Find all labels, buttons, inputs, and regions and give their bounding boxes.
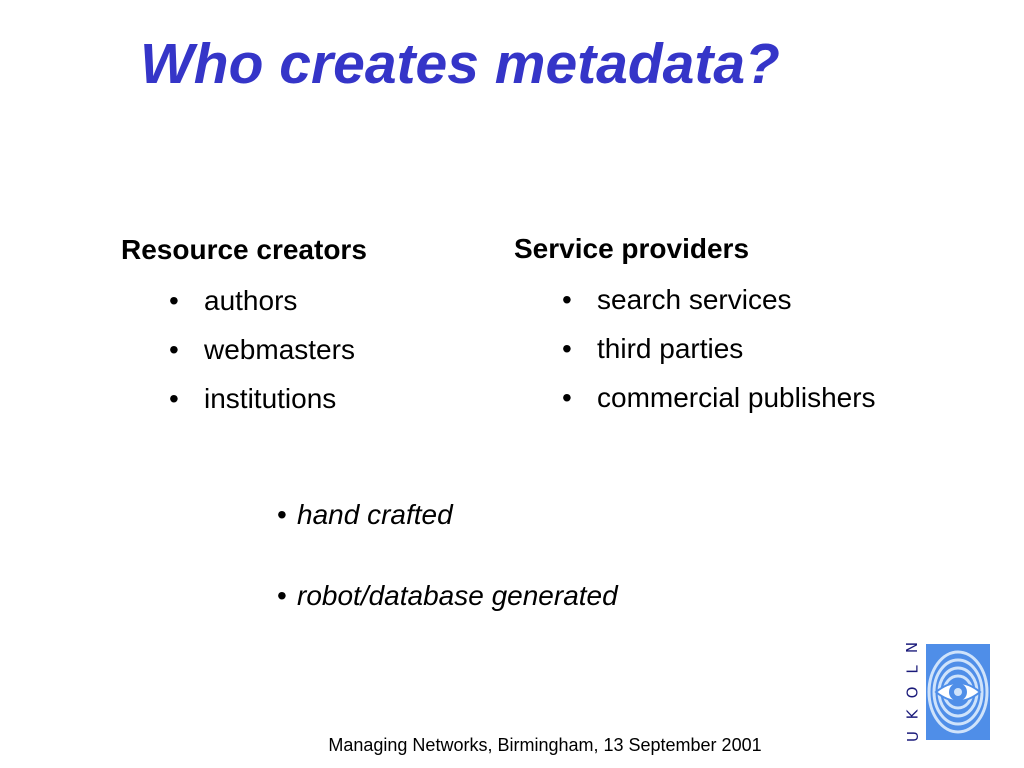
logo-letter: N [903,641,922,654]
method-item [277,495,618,535]
resource-creators-heading: Resource creators [121,234,367,265]
logo-letter: L [903,665,922,674]
bullet: • [169,285,179,316]
method-text: hand crafted [297,499,453,530]
bullet: • [562,382,572,413]
list-item-text: third parties [597,333,744,364]
resource-creators-list [121,276,367,423]
bullet: • [277,499,287,530]
list-item [169,325,367,374]
list-item [169,276,367,325]
logo-wordmark [902,640,924,744]
list-item [169,374,367,423]
list-item [562,373,876,422]
bullet: • [562,284,572,315]
logo-letter: O [903,686,922,698]
list-item-text: institutions [204,383,337,414]
list-item-text: commercial publishers [597,382,876,413]
bullet: • [562,333,572,364]
bullet: • [169,383,179,414]
list-item-text: search services [597,284,792,315]
resource-creators-column [121,230,367,423]
list-item-text: authors [204,285,298,316]
logo-letter: U [903,731,922,742]
ukoln-eye-logo-icon [926,644,990,740]
bullet: • [169,334,179,365]
list-item [562,324,876,373]
method-item [277,576,618,616]
service-providers-list [514,275,876,422]
slide-footer: Managing Networks, Birmingham, 13 September 2001 [328,735,762,755]
slide-title: Who creates metadata? [140,32,780,96]
bullet: • [277,580,287,611]
service-providers-column [514,229,876,422]
list-item [562,275,876,324]
list-item-text: webmasters [204,334,355,365]
service-providers-heading: Service providers [514,233,750,264]
method-text: robot/database generated [297,580,618,611]
ukoln-logo [902,640,990,744]
creation-methods-list [277,495,618,616]
logo-letter: K [903,709,922,720]
